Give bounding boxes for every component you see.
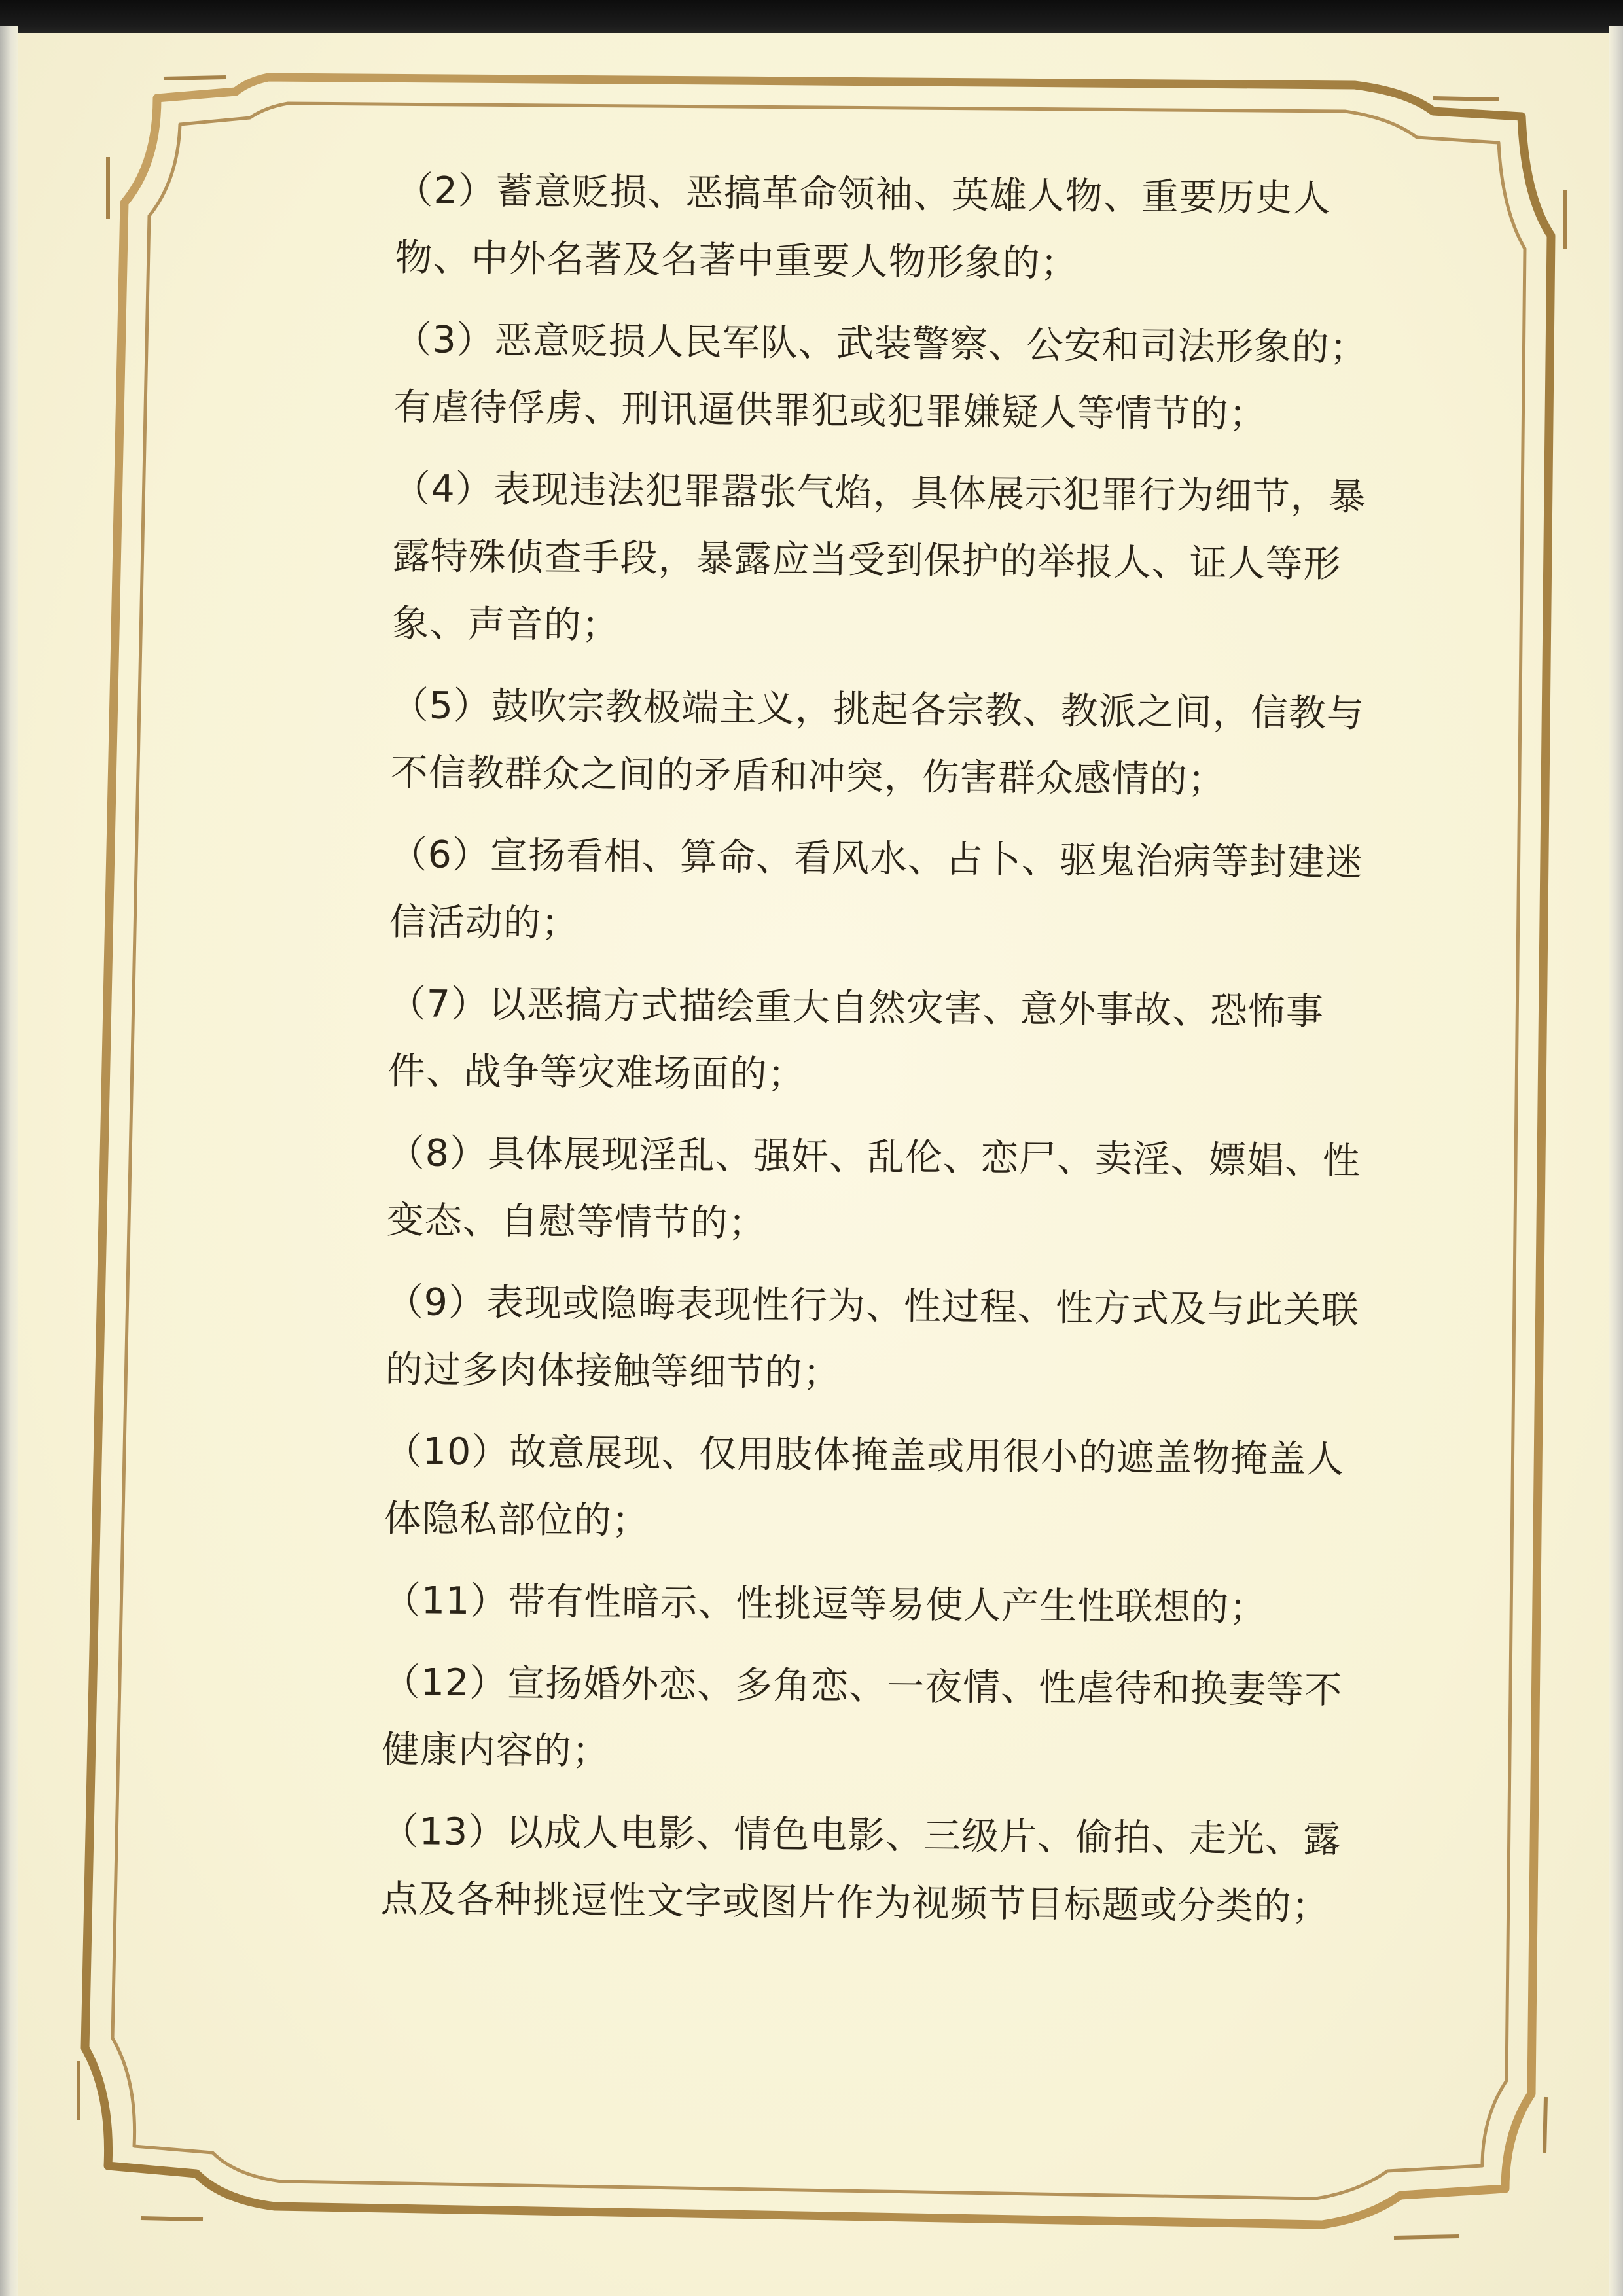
list-item bbox=[390, 672, 1373, 815]
list-item-text: （12）宣扬婚外恋、多角恋、一夜情、性虐待和换妻等不健康内容的； bbox=[382, 1660, 1343, 1773]
list-item-text: （3）恶意贬损人民军队、武装警察、公安和司法形象的；有虐待俘虏、刑讯逼供罪犯或犯罪嫌疑人等情节的； bbox=[393, 317, 1368, 436]
list-item-text: （4）表现违法犯罪嚣张气焰，具体展示犯罪行为细节，暴露特殊侦查手段，暴露应当受到保护的举报人、证人等形象、声音的； bbox=[391, 467, 1367, 648]
list-item-text: （2）蓄意贬损、恶搞革命领袖、英雄人物、重要历史人物、中外名著及名著中重要人物形象的； bbox=[395, 168, 1332, 286]
list-item bbox=[385, 1269, 1368, 1412]
list-item bbox=[386, 1120, 1369, 1263]
list-item bbox=[380, 1798, 1363, 1941]
list-item bbox=[382, 1649, 1364, 1792]
list-item-text: （10）故意展现、仅用肢体掩盖或用很小的遮盖物掩盖人体隐私部位的； bbox=[383, 1429, 1345, 1543]
list-item-text: （7）以恶搞方式描绘重大自然灾害、意外事故、恐怖事件、战争等灾难场面的； bbox=[387, 981, 1325, 1097]
list-item bbox=[387, 970, 1370, 1114]
list-item-text: （8）具体展现淫乱、强奸、乱伦、恋尸、卖淫、嫖娼、性变态、自慰等情节的； bbox=[386, 1131, 1361, 1245]
list-item-text: （11）带有性暗示、性挑逗等易使人产生性联想的； bbox=[383, 1578, 1268, 1630]
list-item bbox=[383, 1418, 1366, 1561]
list-item bbox=[395, 157, 1378, 300]
list-item bbox=[393, 306, 1376, 450]
list-item bbox=[391, 455, 1375, 666]
list-item-text: （5）鼓吹宗教极端主义，挑起各宗教、教派之间，信教与不信教群众之间的矛盾和冲突，伤害群众感情的； bbox=[390, 683, 1365, 802]
document-body bbox=[380, 157, 1378, 1956]
list-item-text: （13）以成人电影、情色电影、三级片、偷拍、走光、露点及各种挑逗性文字或图片作为视频节目标题或分类的； bbox=[380, 1809, 1342, 1929]
list-item bbox=[383, 1567, 1365, 1643]
list-item bbox=[389, 821, 1372, 964]
list-item-text: （6）宣扬看相、算命、看风水、占卜、驱鬼治病等封建迷信活动的； bbox=[389, 832, 1364, 945]
list-item-text: （9）表现或隐晦表现性行为、性过程、性方式及与此关联的过多肉体接触等细节的； bbox=[385, 1280, 1360, 1396]
